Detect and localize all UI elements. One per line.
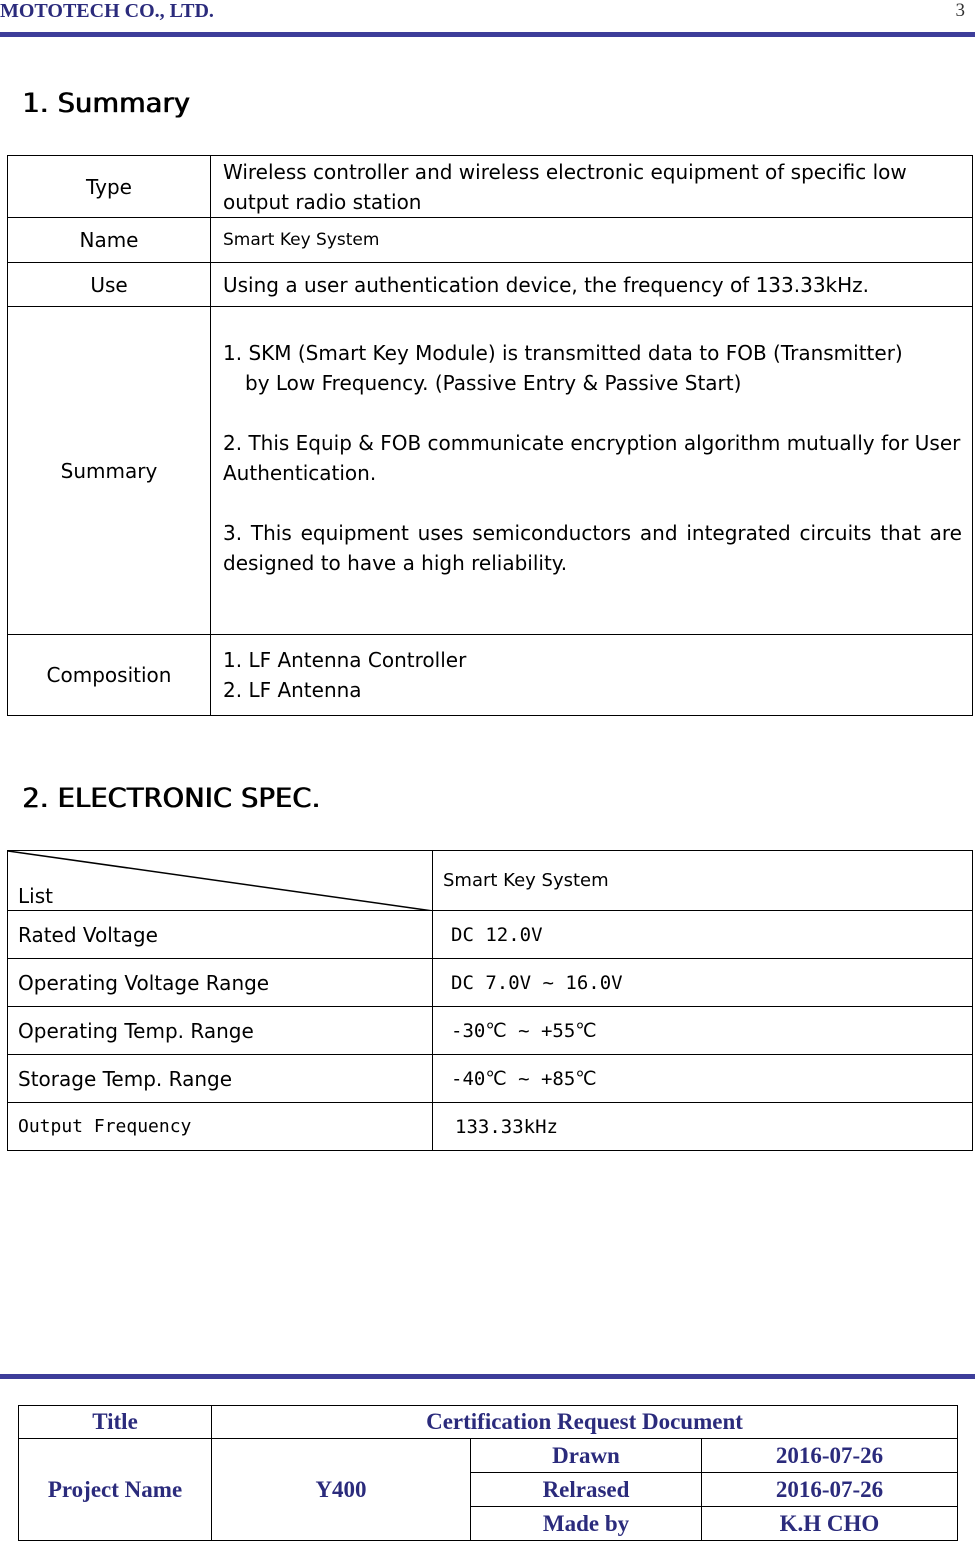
- table-row: [8, 635, 973, 716]
- table-row: [8, 1055, 973, 1103]
- table-row: [8, 156, 973, 218]
- row-label: Composition: [8, 635, 211, 716]
- composition-item: 2. LF Antenna: [223, 678, 362, 702]
- row-label: Summary: [8, 307, 211, 635]
- table-row: [19, 1406, 958, 1439]
- spec-value: -40℃ ~ +85℃: [433, 1055, 973, 1103]
- product-header: Smart Key System: [433, 851, 973, 911]
- spec-table: [7, 850, 973, 1151]
- section-title-electronic-spec: 2. ELECTRONIC SPEC.: [22, 783, 321, 814]
- summary-point: 3. This equipment uses semiconductors and integrated circuits that are designed to have a high reliability.: [223, 520, 962, 575]
- summary-point: 1. SKM (Smart Key Module) is transmitted data to FOB (Transmitter): [223, 340, 903, 365]
- header-divider: [0, 32, 975, 37]
- released-value: 2016-07-26: [702, 1473, 958, 1507]
- spec-label: Operating Voltage Range: [8, 959, 433, 1007]
- footer-table: [18, 1405, 958, 1541]
- list-label: List: [18, 884, 53, 908]
- summary-point: 2. This Equip & FOB communicate encryption algorithm mutually for User Authentication.: [223, 430, 961, 485]
- spec-value: DC 7.0V ~ 16.0V: [433, 959, 973, 1007]
- list-header-cell: [8, 851, 433, 911]
- summary-points: [211, 307, 973, 635]
- made-by-label: Made by: [471, 1507, 702, 1541]
- spec-value: -30℃ ~ +55℃: [433, 1007, 973, 1055]
- composition-list: [211, 635, 973, 716]
- drawn-label: Drawn: [471, 1439, 702, 1473]
- table-row: [8, 1103, 973, 1151]
- summary-table: [7, 155, 973, 716]
- spec-label: Storage Temp. Range: [8, 1055, 433, 1103]
- released-label: Relrased: [471, 1473, 702, 1507]
- spec-value: DC 12.0V: [433, 911, 973, 959]
- table-row: [8, 959, 973, 1007]
- table-row: [8, 263, 973, 307]
- spec-label: Rated Voltage: [8, 911, 433, 959]
- spec-label: Operating Temp. Range: [8, 1007, 433, 1055]
- footer-divider: [0, 1374, 975, 1379]
- table-row: [8, 1007, 973, 1055]
- diagonal-divider: [8, 851, 433, 911]
- made-by-value: K.H CHO: [702, 1507, 958, 1541]
- row-label: Use: [8, 263, 211, 307]
- row-value: Using a user authentication device, the frequency of 133.33kHz.: [211, 263, 973, 307]
- table-row: [8, 218, 973, 263]
- page-number: 3: [955, 0, 965, 21]
- table-row: [19, 1439, 958, 1473]
- composition-item: 1. LF Antenna Controller: [223, 648, 467, 672]
- row-label: Type: [8, 156, 211, 218]
- company-name: MOTOTECH CO., LTD.: [0, 0, 214, 22]
- row-value: Wireless controller and wireless electronic equipment of specific low output radio station: [211, 156, 973, 218]
- row-value: Smart Key System: [211, 218, 973, 263]
- title-value: Certification Request Document: [212, 1406, 958, 1439]
- table-row: [8, 307, 973, 635]
- drawn-value: 2016-07-26: [702, 1439, 958, 1473]
- project-name-value: Y400: [212, 1439, 471, 1541]
- row-label: Name: [8, 218, 211, 263]
- spec-label: Output Frequency: [8, 1103, 433, 1151]
- title-label: Title: [19, 1406, 212, 1439]
- spec-value: 133.33kHz: [433, 1103, 973, 1151]
- summary-point: by Low Frequency. (Passive Entry & Passive Start): [245, 370, 742, 395]
- project-name-label: Project Name: [19, 1439, 212, 1541]
- section-title-summary: 1. Summary: [22, 88, 190, 119]
- table-row: [8, 911, 973, 959]
- table-row: [8, 851, 973, 911]
